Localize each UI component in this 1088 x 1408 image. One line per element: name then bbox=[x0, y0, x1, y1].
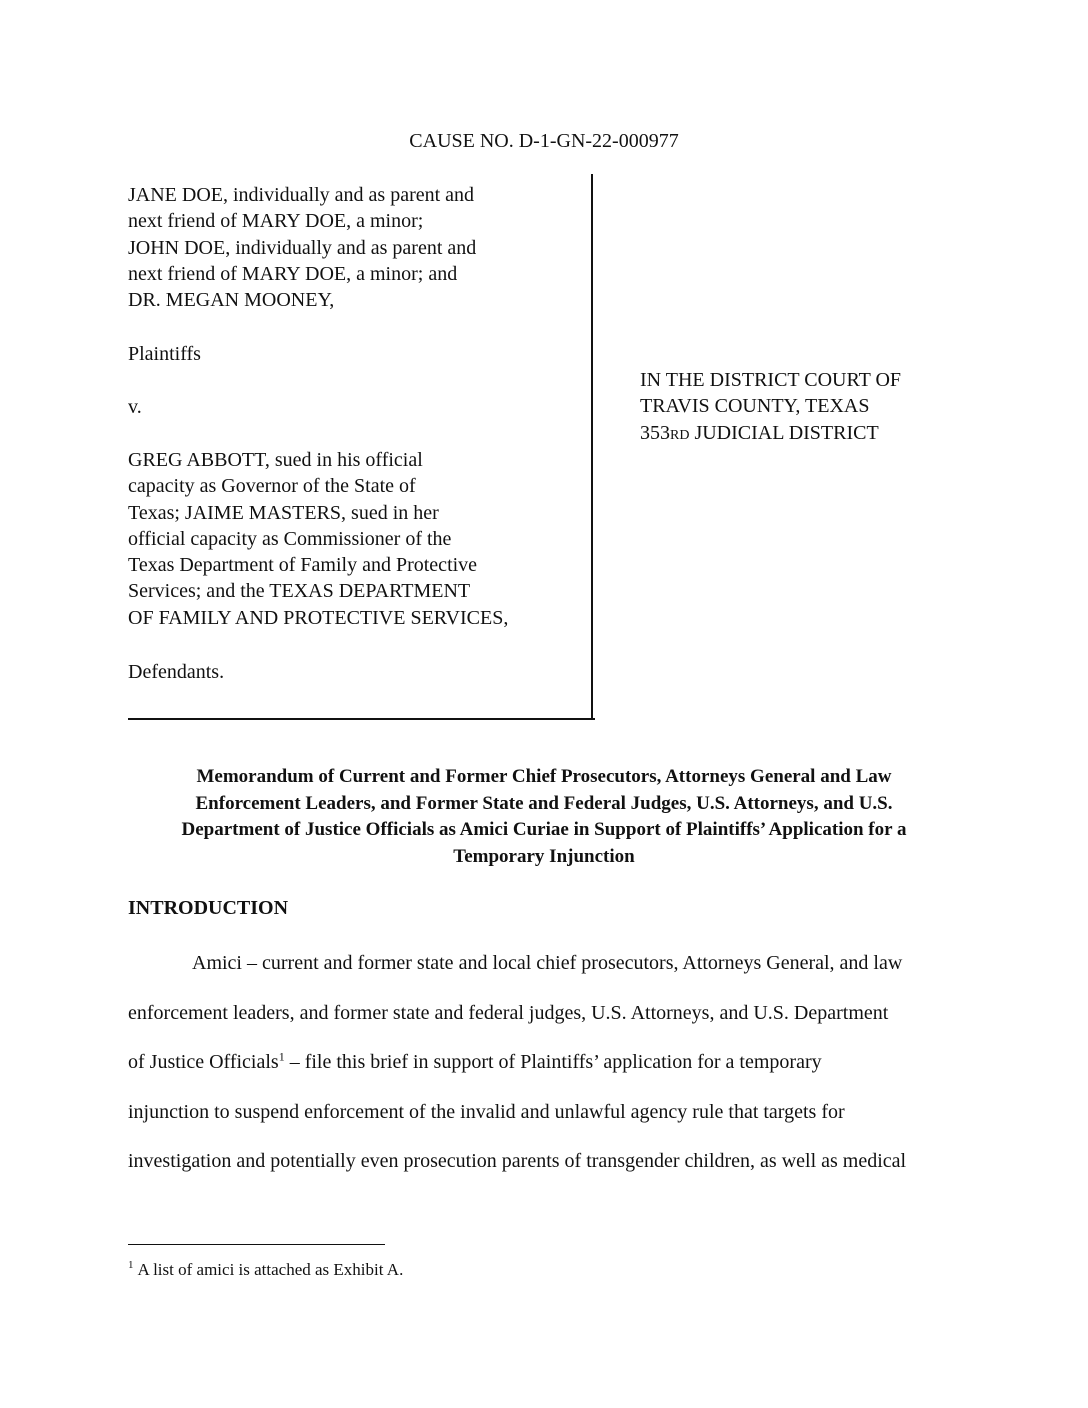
title-line: Memorandum of Current and Former Chief Prosecutors, Attorneys General and Law bbox=[196, 766, 892, 787]
body-line bbox=[128, 1049, 962, 1099]
footnote bbox=[128, 1260, 403, 1280]
plaintiffs-line: JANE DOE, individually and as parent and bbox=[128, 184, 475, 206]
body-line: Amici – current and former state and local chief prosecutors, Attorneys General, and law bbox=[192, 952, 903, 974]
caption-horizontal-rule bbox=[128, 718, 595, 720]
defendants-line: official capacity as Commissioner of the bbox=[128, 527, 452, 550]
plaintiffs-label: Plaintiffs bbox=[128, 343, 201, 365]
caption-vertical-rule bbox=[591, 174, 593, 719]
footnote-text: A list of amici is attached as Exhibit A. bbox=[137, 1260, 404, 1279]
body-line: investigation and potentially even prosecution parents of transgender children, as well as medical bbox=[128, 1150, 907, 1172]
defendants-line: Texas; JAIME MASTERS, sued in her bbox=[128, 501, 439, 524]
district-ordinal: RD bbox=[670, 427, 690, 443]
title-line: Temporary Injunction bbox=[453, 845, 635, 867]
district-line bbox=[640, 420, 901, 449]
body-line: injunction to suspend enforcement of the invalid and unlawful agency rule that targets for bbox=[128, 1100, 845, 1123]
county-line: TRAVIS COUNTY, TEXAS bbox=[640, 395, 870, 418]
body-text-fragment: of Justice Officials bbox=[128, 1051, 279, 1073]
court-line: IN THE DISTRICT COURT OF bbox=[640, 369, 902, 391]
plaintiffs-line: JOHN DOE, individually and as parent and bbox=[128, 236, 477, 259]
plaintiffs-line: next friend of MARY DOE, a minor; bbox=[128, 210, 424, 233]
defendants-line: GREG ABBOTT, sued in his official bbox=[128, 449, 423, 471]
footnote-number: 1 bbox=[128, 1259, 134, 1272]
defendants-line: Texas Department of Family and Protective bbox=[128, 554, 478, 577]
footnote-separator bbox=[128, 1244, 385, 1245]
defendants-line: Services; and the TEXAS DEPARTMENT bbox=[128, 580, 471, 603]
footnote-reference[interactable]: 1 bbox=[278, 1049, 285, 1064]
body-paragraph bbox=[128, 950, 962, 1198]
defendants-block bbox=[128, 447, 568, 631]
title-line: Department of Justice Officials as Amici Curiae in Support of Plaintiffs’ Application for a bbox=[181, 819, 907, 840]
district-number: 353 bbox=[640, 421, 670, 444]
court-block bbox=[640, 367, 901, 449]
defendants-line: OF FAMILY AND PROTECTIVE SERVICES, bbox=[128, 606, 509, 629]
defendants-label: Defendants. bbox=[128, 661, 225, 683]
section-heading: INTRODUCTION bbox=[128, 897, 289, 919]
plaintiffs-block bbox=[128, 182, 568, 313]
body-text-fragment: – file this brief in support of Plaintiffs’ application for a temporary bbox=[284, 1051, 822, 1073]
plaintiffs-line: DR. MEGAN MOONEY, bbox=[128, 289, 335, 312]
versus-label: v. bbox=[128, 396, 142, 418]
body-line: enforcement leaders, and former state and federal judges, U.S. Attorneys, and U.S. Department bbox=[128, 1001, 889, 1024]
memorandum-title bbox=[128, 764, 960, 870]
cause-number: CAUSE NO. D-1-GN-22-000977 bbox=[409, 130, 679, 152]
plaintiffs-line: next friend of MARY DOE, a minor; and bbox=[128, 262, 458, 285]
district-label: JUDICIAL DISTRICT bbox=[689, 421, 879, 444]
defendants-line: capacity as Governor of the State of bbox=[128, 475, 416, 498]
title-line: Enforcement Leaders, and Former State and Federal Judges, U.S. Attorneys, and U.S. bbox=[195, 792, 893, 814]
